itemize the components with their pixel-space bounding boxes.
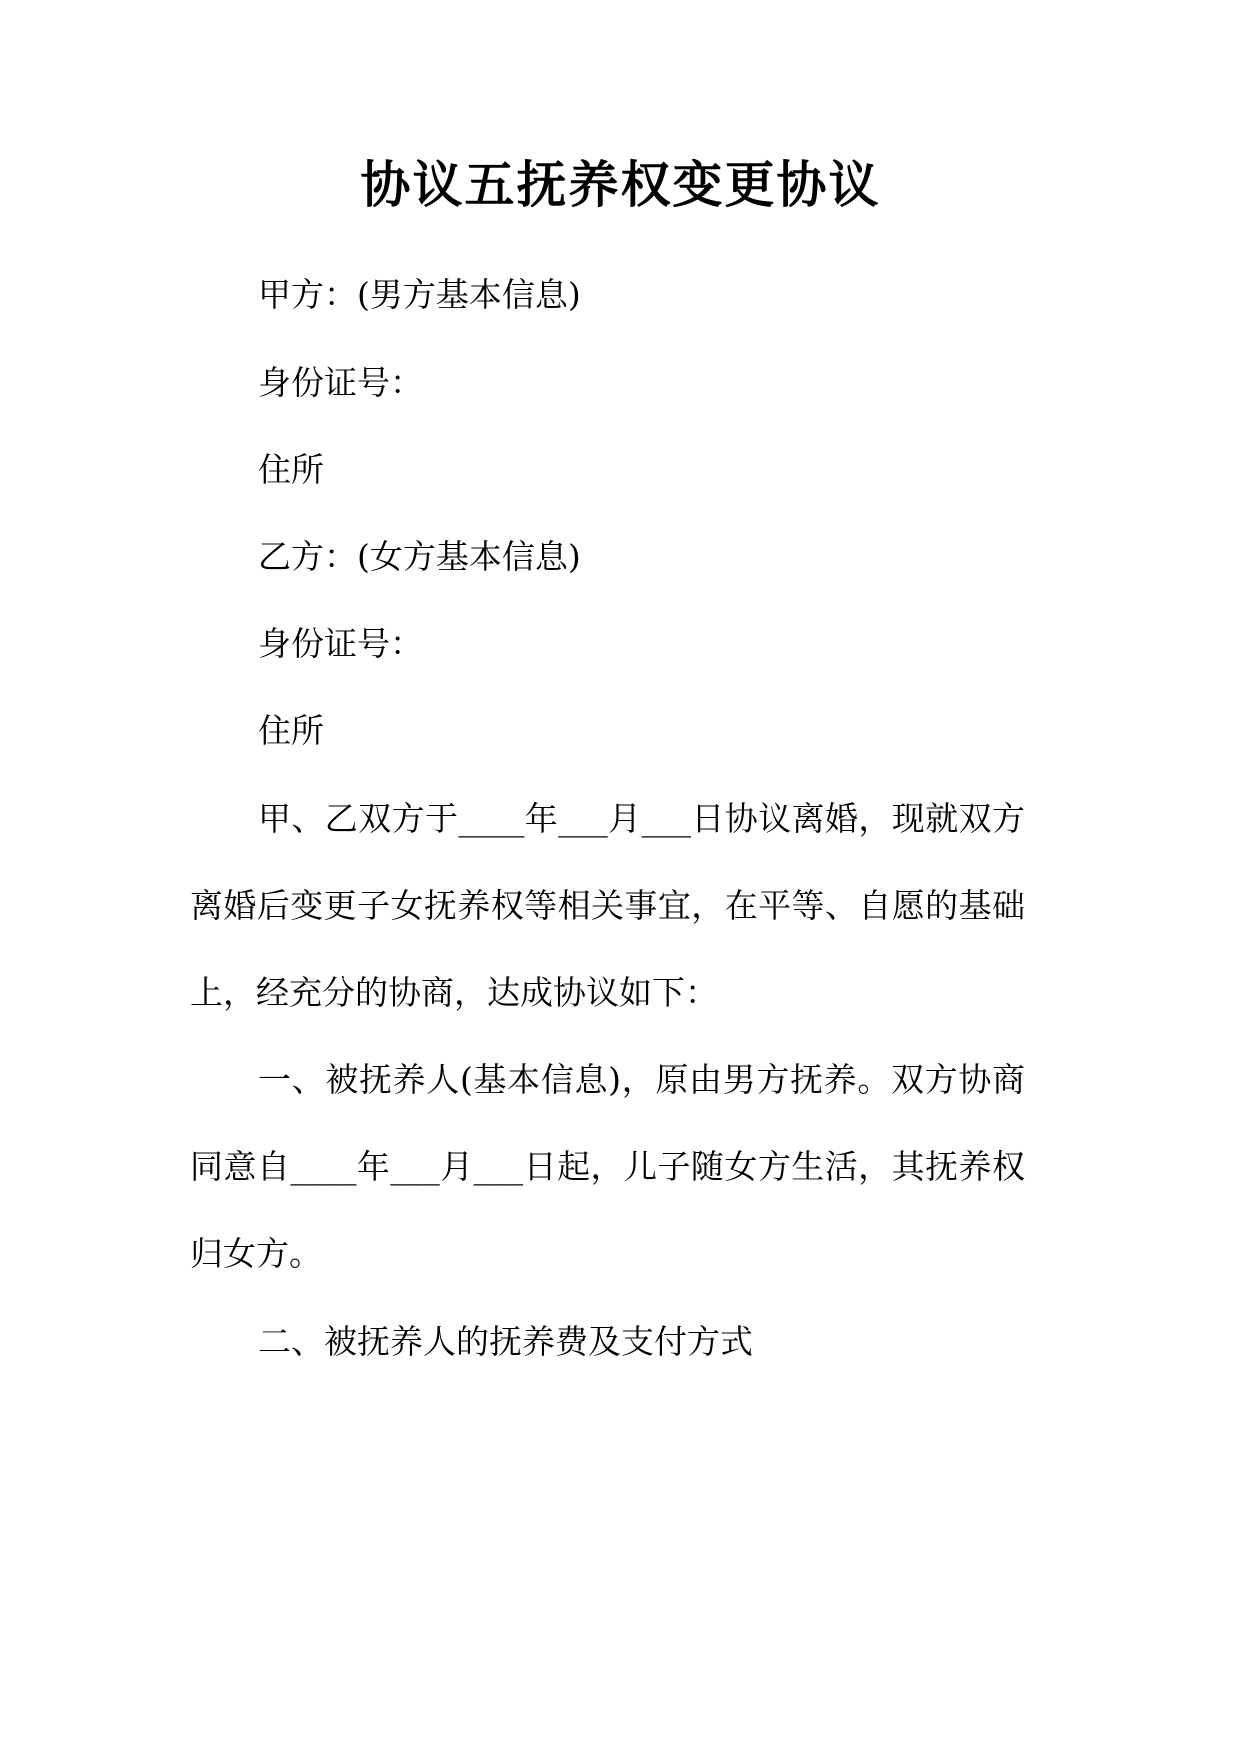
document-title: 协议五抚养权变更协议 [360, 155, 881, 214]
preamble-line-1: 甲、乙双方于____年___月___日协议离婚，现就双方 [258, 799, 1025, 838]
preamble-line-3: 上，经充分的协商，达成协议如下： [190, 973, 718, 1012]
clause-1-line-3: 归女方。 [190, 1234, 322, 1273]
party-b-address-line: 住所 [258, 711, 324, 750]
clause-1-line-1: 一、被抚养人(基本信息)，原由男方抚养。双方协商 [258, 1060, 1025, 1099]
party-b-line: 乙方：(女方基本信息) [258, 537, 581, 576]
party-a-id-line: 身份证号： [258, 363, 423, 402]
preamble-line-2: 离婚后变更子女抚养权等相关事宜，在平等、自愿的基础 [190, 886, 1025, 925]
clause-2-heading: 二、被抚养人的抚养费及支付方式 [258, 1322, 753, 1361]
party-a-address-line: 住所 [258, 450, 324, 489]
clause-1-line-2: 同意自____年___月___日起，儿子随女方生活，其抚养权 [190, 1147, 1025, 1186]
party-b-id-line: 身份证号： [258, 624, 423, 663]
party-a-line: 甲方：(男方基本信息) [258, 275, 581, 314]
